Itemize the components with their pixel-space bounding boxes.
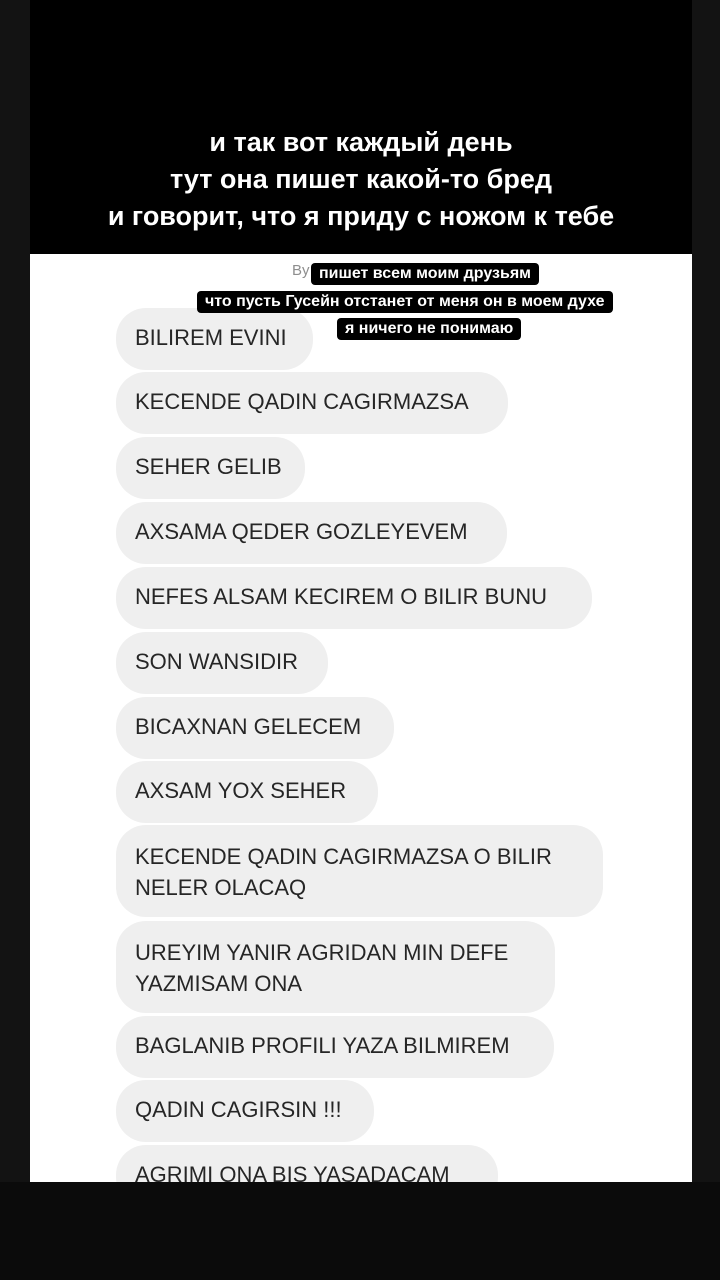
caption-line: и так вот каждый день — [209, 127, 513, 157]
message-bubble: QADIN CAGIRSIN !!! — [116, 1080, 374, 1142]
chat-screenshot — [30, 254, 692, 1182]
message-bubble: AXSAMA QEDER GOZLEYEVEM — [116, 502, 507, 564]
message-bubble: AGRIMI ONA BIS YASADACAM — [116, 1145, 498, 1182]
sender-name: By — [292, 262, 310, 279]
story-caption — [30, 124, 692, 235]
message-bubble: SON WANSIDIR — [116, 632, 328, 694]
overlay-text-line: что пусть Гусейн отстанет от меня он в моем духе — [197, 291, 613, 313]
left-edge — [0, 0, 30, 1280]
message-bubble: KECENDE QADIN CAGIRMAZSA O BILIR NELER OLACAQ — [116, 825, 603, 917]
message-bubble: NEFES ALSAM KECIREM O BILIR BUNU — [116, 567, 592, 629]
message-bubble: SEHER GELIB — [116, 437, 305, 499]
caption-line: и говорит, что я приду с ножом к тебе — [107, 201, 615, 231]
bottom-area — [0, 1182, 720, 1280]
right-edge — [692, 0, 720, 1280]
message-bubble: BILIREM EVINI — [116, 308, 313, 370]
message-bubble: BAGLANIB PROFILI YAZA BILMIREM — [116, 1016, 554, 1078]
message-bubble: BICAXNAN GELECEM — [116, 697, 394, 759]
overlay-text-line: пишет всем моим друзьям — [311, 263, 539, 285]
message-bubble: KECENDE QADIN CAGIRMAZSA — [116, 372, 508, 434]
message-bubble: UREYIM YANIR AGRIDAN MIN DEFE YAZMISAM ONA — [116, 921, 555, 1013]
message-bubble: AXSAM YOX SEHER — [116, 761, 378, 823]
overlay-text-line: я ничего не понимаю — [337, 318, 521, 340]
caption-line: тут она пишет какой-то бред — [169, 164, 553, 194]
